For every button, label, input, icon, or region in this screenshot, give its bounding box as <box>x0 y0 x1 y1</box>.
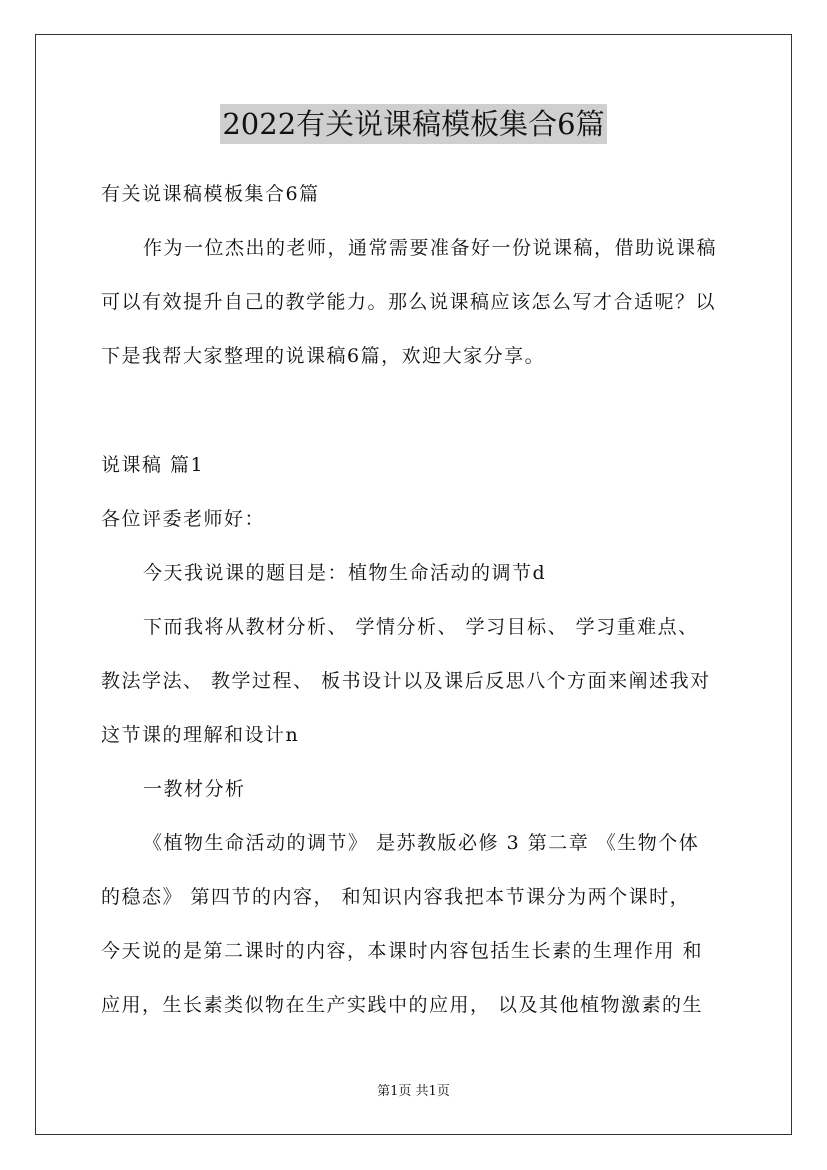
paragraph-line: 下是我帮大家整理的说课稿6篇，欢迎大家分享。 <box>101 345 546 367</box>
document-title: 2022有关说课稿模板集合6篇 <box>220 104 606 144</box>
section-heading: 说课稿 篇1 <box>101 454 205 476</box>
subsection-heading: 一教材分析 <box>143 778 246 800</box>
paragraph-line: 《植物生命活动的调节》 是苏教版必修 3 第二章 《生物个体 <box>143 832 700 854</box>
paragraph-line: 作为一位杰出的老师，通常需要准备好一份说课稿，借助说课稿 <box>143 237 718 259</box>
greeting-line: 各位评委老师好： <box>101 508 266 530</box>
paragraph-line: 今天说的是第二课时的内容，本课时内容包括生长素的生理作用 和 <box>101 940 704 962</box>
paragraph-line: 下而我将从教材分析、 学情分析、 学习目标、 学习重难点、 <box>143 616 699 638</box>
paragraph-line: 教法学法、 教学过程、 板书设计以及课后反思八个方面来阐述我对 <box>101 670 711 692</box>
title-container <box>0 104 827 144</box>
paragraph-line: 应用，生长素类似物在生产实践中的应用， 以及其他植物激素的生 <box>101 994 704 1016</box>
subtitle-line: 有关说课稿模板集合6篇 <box>101 183 320 205</box>
paragraph-line: 的稳态》 第四节的内容， 和知识内容我把本节课分为两个课时， <box>101 886 691 908</box>
page-footer: 第1页 共1页 <box>377 1084 450 1099</box>
paragraph-line: 今天我说课的题目是：植物生命活动的调节d <box>143 562 547 584</box>
paragraph-line: 可以有效提升自己的教学能力。那么说课稿应该怎么写才合适呢？以 <box>101 291 717 313</box>
paragraph-line: 这节课的理解和设计n <box>101 724 300 746</box>
